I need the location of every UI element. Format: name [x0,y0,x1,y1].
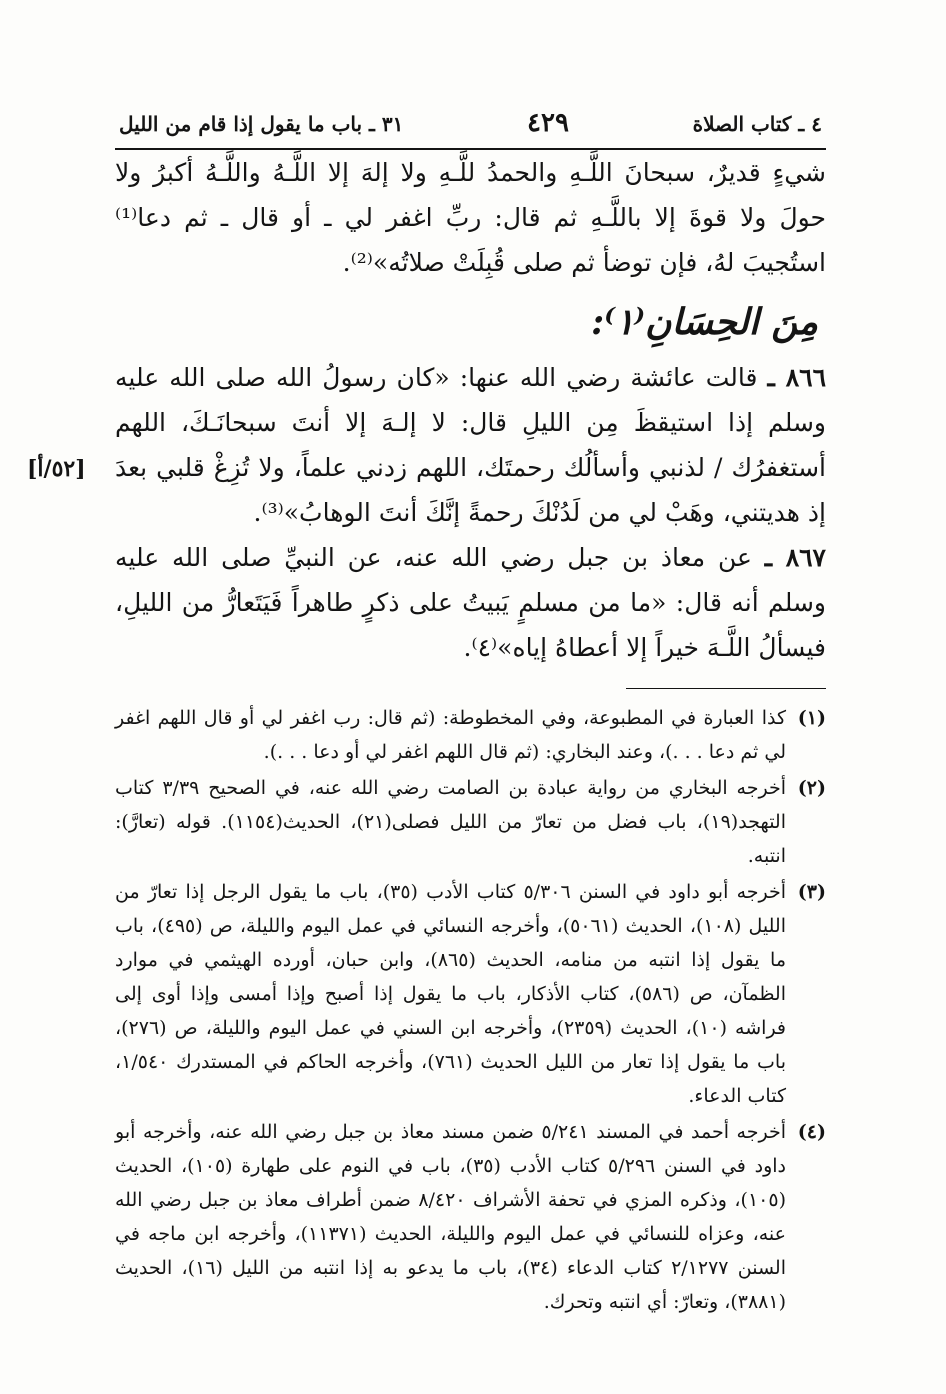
header-section: ٣١ ـ باب ما يقول إذا قام من الليل [119,112,404,136]
page-number: ٤٢٩ [527,108,569,138]
footnotes [115,701,826,1319]
footnote-text: أخرجه أبو داود في السنن ٥/٣٠٦ كتاب الأدب (٣٥)، باب ما يقول الرجل إذا تعارّ من الليل (١٠٨)، الحديث (٥٠٦١)، وأخرجه النسائي في عمل اليوم والليلة، ص (٤٩٥)، باب ما يقول إذا انتبه من منامه، الحديث (٨٦٥)، وابن حبان، أورده الهيثمي في موارد الظمآن، ص (٥٨٦)، كتاب الأذكار، باب ما يقول إذا أصبح وإذا أمسى وإذا أوى إلى فراشه (١٠)، الحديث (٢٣٥٩)، وأخرجه ابن السني في عمل اليوم والليلة، ص (٢٧٦)، باب ما يقول إذا تعار من الليل الحديث (٧٦١)، وأخرجه الحاكم في المستدرك ١/٥٤٠، كتاب الدعاء. [115,881,787,1107]
intro-paragraph: شيءٍ قديرٌ، سبحانَ اللَّـهِ والحمدُ للَّـهِ ولا إلهَ إلا اللَّـهُ واللَّـهُ أكبرُ ولا حولَ ولا قوةَ إلا باللَّـهِ ثم قال: ربِّ اغفر لي ـ أو قال ـ ثم دعا⁽¹⁾ استُجيبَ لهُ، فإن توضأ ثم صلى قُبِلَتْ صلاتُه»⁽²⁾. [115,158,826,277]
footnote-number: (١) [797,707,826,729]
footnote-1 [115,701,826,769]
footnote-number: (٤) [797,1121,826,1143]
footnote-rule [626,688,826,689]
running-header [115,108,826,148]
footnote-2 [115,771,826,873]
footnote-text: أخرجه البخاري من رواية عبادة بن الصامت رضي الله عنه، في الصحيح ٣/٣٩ كتاب التهجد(١٩)، باب فضل من تعارّ من الليل فصلى(٢١)، الحديث(١١٥٤). قوله (تعارَّ): انتبه. [115,777,787,867]
header-chapter: ٤ ـ كتاب الصلاة [692,112,822,136]
footnote-text: كذا العبارة في المطبوعة، وفي المخطوطة: (ثم قال: رب اغفر لي أو قال اللهم اغفر لي ثم دعا . . .)، وعند البخاري: (ثم قال اللهم اغفر لي أو دعا . . .). [115,707,786,763]
folio-marker: [٥٢/أ] [27,456,86,482]
footnote-number: (٢) [797,777,826,799]
footnote-text: أخرجه أحمد في المسند ٥/٢٤١ ضمن مسند معاذ بن جبل رضي الله عنه، وأخرجه أبو داود في السنن ٥/٢٩٦ كتاب الأدب (٣٥)، باب في النوم على طهارة (١٠٥)، الحديث (١٠٥)، وذكره المزي في تحفة الأشراف ٨/٤٢٠ ضمن أطراف معاذ بن جبل رضي الله عنه، وعزاه للنسائي في عمل اليوم والليلة، الحديث (١١٣٧١)، وأخرجه ابن ماجه في السنن ٢/١٢٧٧ كتاب الدعاء (٣٤)، باب ما يدعو به إذا انتبه من الليل (١٦)، الحديث (٣٨٨١)، وتعارّ: أي انتبه وتحرك. [115,1121,786,1313]
footnote-3 [115,875,826,1113]
hadith-text: قالت عائشة رضي الله عنها: «كان رسولُ الله صلى الله عليه وسلم إذا استيقظَ مِن الليلِ قال: لا إلـهَ إلا أنتَ سبحانَـكَ، اللهم أستغفرُك / لذنبي وأسألُك رحمتَك، اللهم زدني علماً، ولا تُزِغْ قلبي بعدَ إذ هديتني، وهَبْ لي من لَدُنْكَ رحمةً إنَّكَ أنتَ الوهابُ»⁽³⁾. [115,363,826,527]
footnote-4 [115,1115,826,1319]
hadith-number: ٨٦٦ ـ [767,363,827,392]
hadith-number: ٨٦٧ ـ [764,543,826,572]
footnote-number: (٣) [797,881,826,903]
section-title: مِنَ الحِسَانِ⁽١⁾: [590,301,818,343]
hadith-text: عن معاذ بن جبل رضي الله عنه، عن النبيِّ صلى الله عليه وسلم أنه قال: «ما من مسلمٍ يَبيتُ على ذكرٍ طاهراً فَيَتَعارُّ من الليلِ، فيسألُ اللَّـهَ خيراً إلا أعطاهُ إياه»⁽٤⁾. [115,543,826,662]
hadith-866 [27,355,827,535]
main-text [27,150,827,670]
hadith-867 [115,535,826,670]
